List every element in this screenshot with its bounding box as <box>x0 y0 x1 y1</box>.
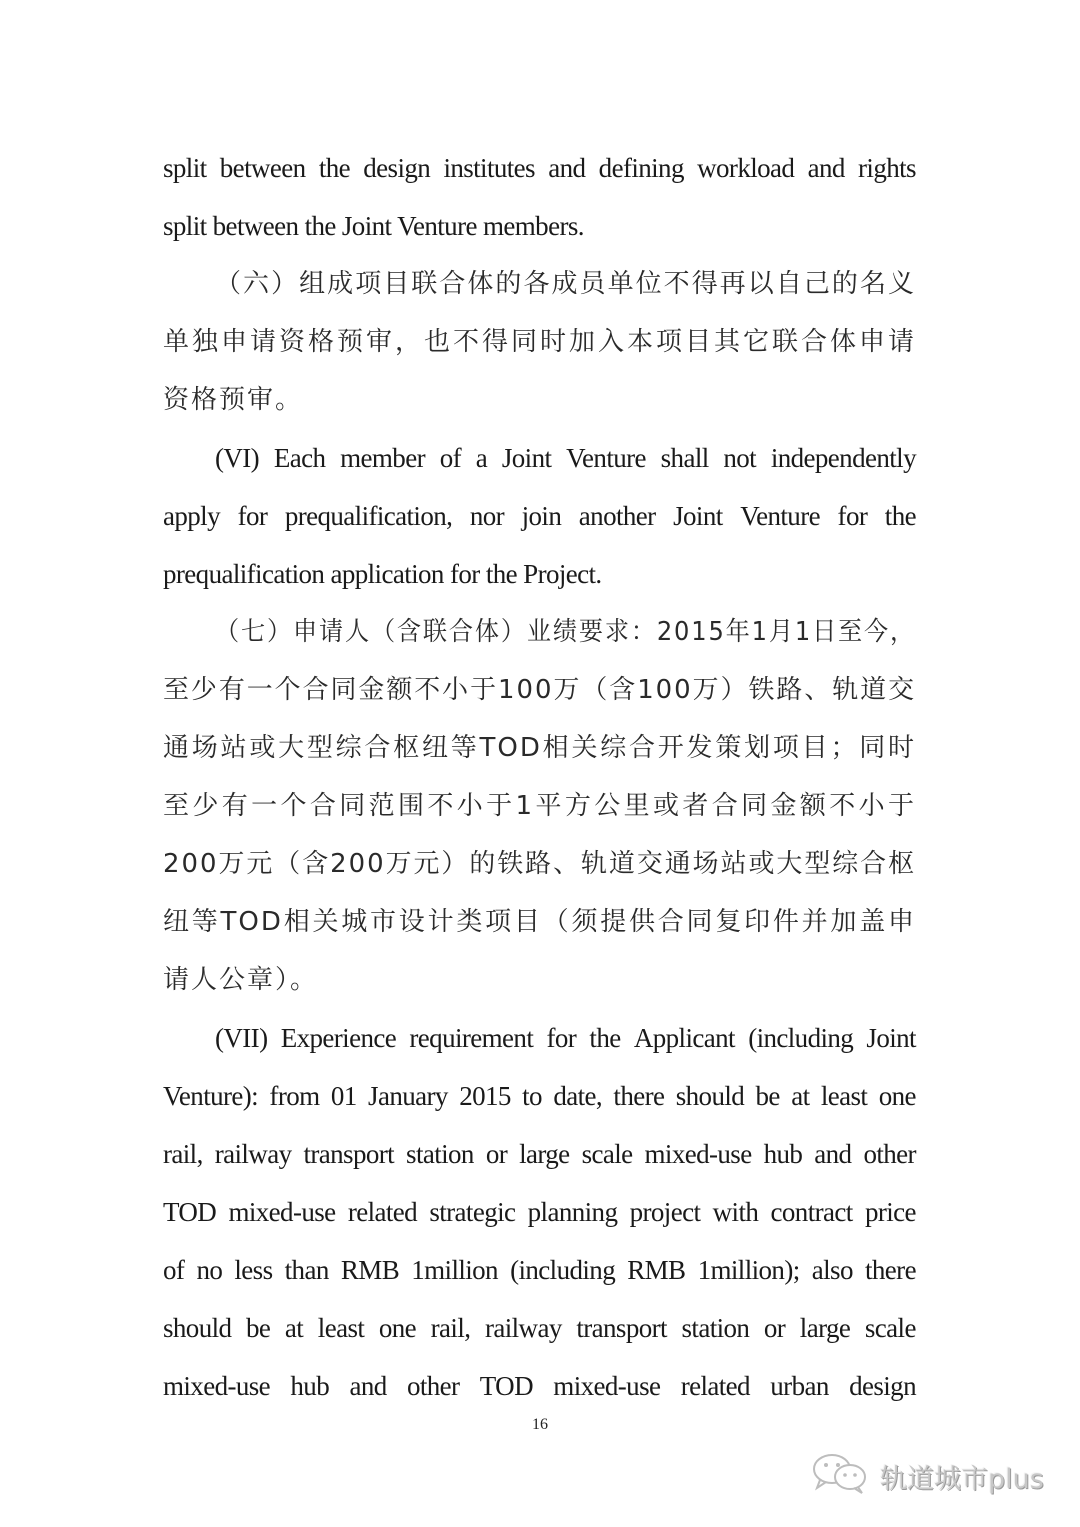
paragraph-seven-en <box>163 1015 916 1421</box>
text-line: 至少有一个合同范围不小于1平方公里或者合同金额不小于 <box>163 791 916 821</box>
text-line: mixed-use hub and other TOD mixed-use related urban design <box>163 1371 916 1401</box>
text-line: split between the Joint Venture members. <box>163 211 584 241</box>
paragraph-continued-en <box>163 145 916 261</box>
text-line: 单独申请资格预审，也不得同时加入本项目其它联合体申请 <box>163 327 916 357</box>
text-line: Venture): from 01 January 2015 to date, there should be at least one <box>163 1081 916 1111</box>
text-line: split between the design institutes and defining workload and rights <box>163 153 916 183</box>
text-line: apply for prequalification, nor join another Joint Venture for the <box>163 501 916 531</box>
watermark-text: 轨道城市plus <box>880 1463 1044 1495</box>
text-line: 200万元（含200万元）的铁路、轨道交通场站或大型综合枢 <box>163 849 916 879</box>
text-line: TOD mixed-use related strategic planning project with contract price <box>163 1197 916 1227</box>
text-line: （七）申请人（含联合体）业绩要求：2015年1月1日至今， <box>215 617 917 647</box>
text-line: of no less than RMB 1million (including RMB 1million); also there <box>163 1255 916 1285</box>
page-number: 16 <box>532 1416 548 1433</box>
paragraph-six-zh <box>163 261 916 435</box>
wechat-icon <box>808 1451 874 1502</box>
text-line: (VII) Experience requirement for the Applicant (including Joint <box>215 1023 916 1053</box>
text-line: 至少有一个合同金额不小于100万（含100万）铁路、轨道交 <box>163 675 916 705</box>
text-line: （六）组成项目联合体的各成员单位不得再以自己的名义 <box>215 269 916 299</box>
text-line: 资格预审。 <box>163 385 304 415</box>
watermark <box>808 1452 1044 1500</box>
paragraph-seven-zh <box>163 609 916 1015</box>
text-line: 通场站或大型综合枢纽等TOD相关综合开发策划项目；同时 <box>163 733 916 763</box>
text-line: prequalification application for the Project. <box>163 559 602 589</box>
text-line: (VI) Each member of a Joint Venture shall not independently <box>215 443 916 473</box>
text-line: should be at least one rail, railway transport station or large scale <box>163 1313 916 1343</box>
text-line: 请人公章）。 <box>163 965 319 995</box>
paragraph-six-en <box>163 435 916 609</box>
body-text <box>163 145 916 1421</box>
text-line: 纽等TOD相关城市设计类项目（须提供合同复印件并加盖申 <box>163 907 916 937</box>
text-line: rail, railway transport station or large scale mixed-use hub and other <box>163 1139 916 1169</box>
